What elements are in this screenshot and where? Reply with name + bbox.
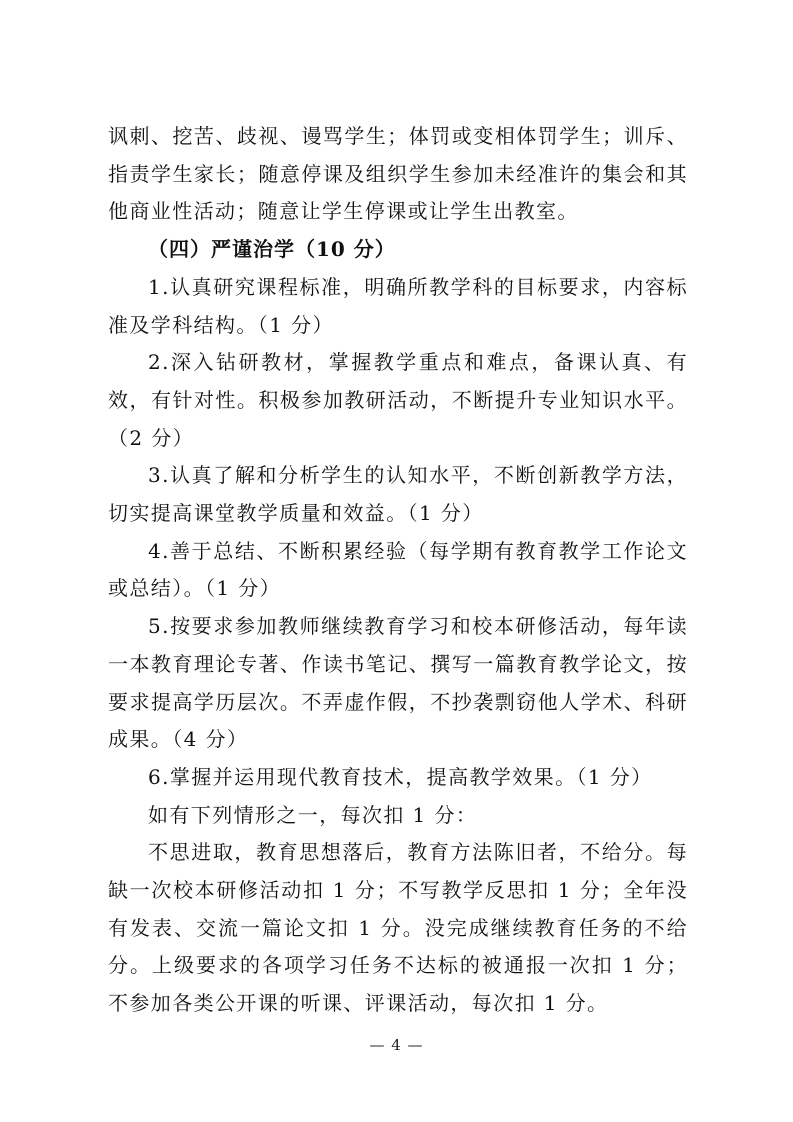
list-item-5: 5.按要求参加教师继续教育学习和校本研修活动，每年读一本教育理论专著、作读书笔记、撰写一篇教育教学论文，按要求提高学历层次。不弄虚作假，不抄袭剽窃他人学术、科研成果。（4 分）: [108, 614, 688, 752]
list-item-2: 2.深入钻研教材，掌握教学重点和难点，备课认真、有效，有针对性。积极参加教研活动，不断提升专业知识水平。（2 分）: [108, 350, 688, 450]
page-number: — 4 —: [369, 1036, 424, 1054]
deduction-intro: 如有下列情形之一，每次扣 1 分：: [148, 802, 478, 827]
section-heading: （四）严谨治学（10 分）: [148, 237, 396, 262]
list-item-3: 3.认真了解和分析学生的认知水平，不断创新教学方法，切实提高课堂教学质量和效益。（1 分）: [108, 463, 688, 526]
list-item-4: 4.善于总结、不断积累经验（每学期有教育教学工作论文或总结）。（1 分）: [108, 538, 688, 601]
document-body: [108, 118, 688, 1023]
paragraph-intro-continuation: 讽刺、挖苦、歧视、谩骂学生；体罚或变相体罚学生；训斥、指责学生家长；随意停课及组织学生参加未经准许的集会和其他商业性活动；随意让学生停课或让学生出教室。: [108, 124, 688, 224]
deduction-detail: 不思进取，教育思想落后，教育方法陈旧者，不给分。每缺一次校本研修活动扣 1 分；不写教学反思扣 1 分；全年没有发表、交流一篇论文扣 1 分。没完成继续教育任务的不给分。上级要求的各项学习任务不达标的被通报一次扣 1 分；不参加各类公开课的听课、评课活动，每次扣 1 分。: [108, 840, 688, 1016]
list-item-6: 6.掌握并运用现代教育技术，提高教学效果。（1 分）: [148, 764, 653, 789]
list-item-1: 1.认真研究课程标准，明确所教学科的目标要求，内容标准及学科结构。（1 分）: [108, 274, 688, 337]
